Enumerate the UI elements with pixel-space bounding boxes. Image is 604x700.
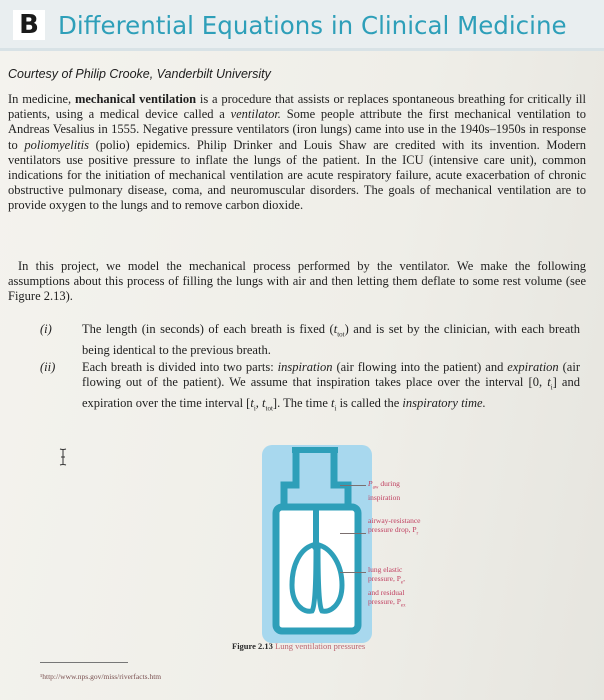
label-paw: $P_{aw}$ during inspiration [368,479,401,502]
appendix-letter: B [13,10,45,40]
lung-figure [262,445,372,643]
footnote-divider [40,662,128,663]
list-marker: (i) [40,322,52,336]
label-airway-resistance: airway-resistance pressure drop, $P_r$ [368,516,421,537]
figure-caption: Figure 2.13 Lung ventilation pressures [232,641,366,651]
list-item: (ii) Each breath is divided into two parts: inspiration (air flowing into the patient) and expiration (air flowing out of the patient). We assume that inspiration takes place over the interval [0, $t_i$] and expiration over the time interval [$t_i$, $t_{tot}$]. The time $t_i$ is called the inspiratory time. [40,359,580,413]
leader-line [340,485,366,486]
leader-line [340,533,366,534]
leader-line [340,572,366,573]
footnote: ¹http://www.nps.gov/miss/riverfacts.htm [40,672,162,681]
lung-diagram-icon [262,445,372,643]
chapter-header [0,0,604,50]
chapter-title: Differential Equations in Clinical Medicine [58,11,567,40]
list-marker: (ii) [40,359,56,374]
term-mechanical-ventilation: mechanical ventilation [74,92,197,106]
assumption-list [40,322,580,419]
author-credit: Courtesy of Philip Crooke, Vanderbilt University [8,67,271,81]
label-lung-elastic: lung elastic pressure, $P_e$, and residual pressure, $P_{ex}$ [368,565,406,608]
intro-paragraph: In medicine, mechanical ventilation is a procedure that assists or replaces spontaneous breathing for critically ill patients, using a medical device called a ventilator. Some people attribute the first mechanical ventilation to Andreas Vesalius in 1555. Negative pressure ventilators (iron lungs) came into use in the 1940s–1950s in response to poliomyelitis (polio) epidemics. Philip Drinker and Louis Shaw are credited with its invention. Modern ventilators use positive pressure to inflate the lungs of the patient. In the ICU (intensive care unit), common indications for the initiation of mechanical ventilation are acute respiratory failure, acute exacerbation of chronic obstructive pulmonary disease, coma, and neuromuscular disorders. The goals of mechanical ventilation are to provide oxygen to the lungs and to remove carbon dioxide. [8,92,587,213]
project-paragraph: In this project, we model the mechanical process performed by the ventilator. We make the following assumptions about this process of filling the lungs with air and then letting them deflate to some rest volume (see Figure 2.13). [8,259,586,304]
list-item: (i) The length (in seconds) of each breath is fixed $(t_{tot})$ and is set by the clinician, with each breath being identical to the previous breath. [40,322,580,357]
text-cursor-icon [58,448,68,466]
